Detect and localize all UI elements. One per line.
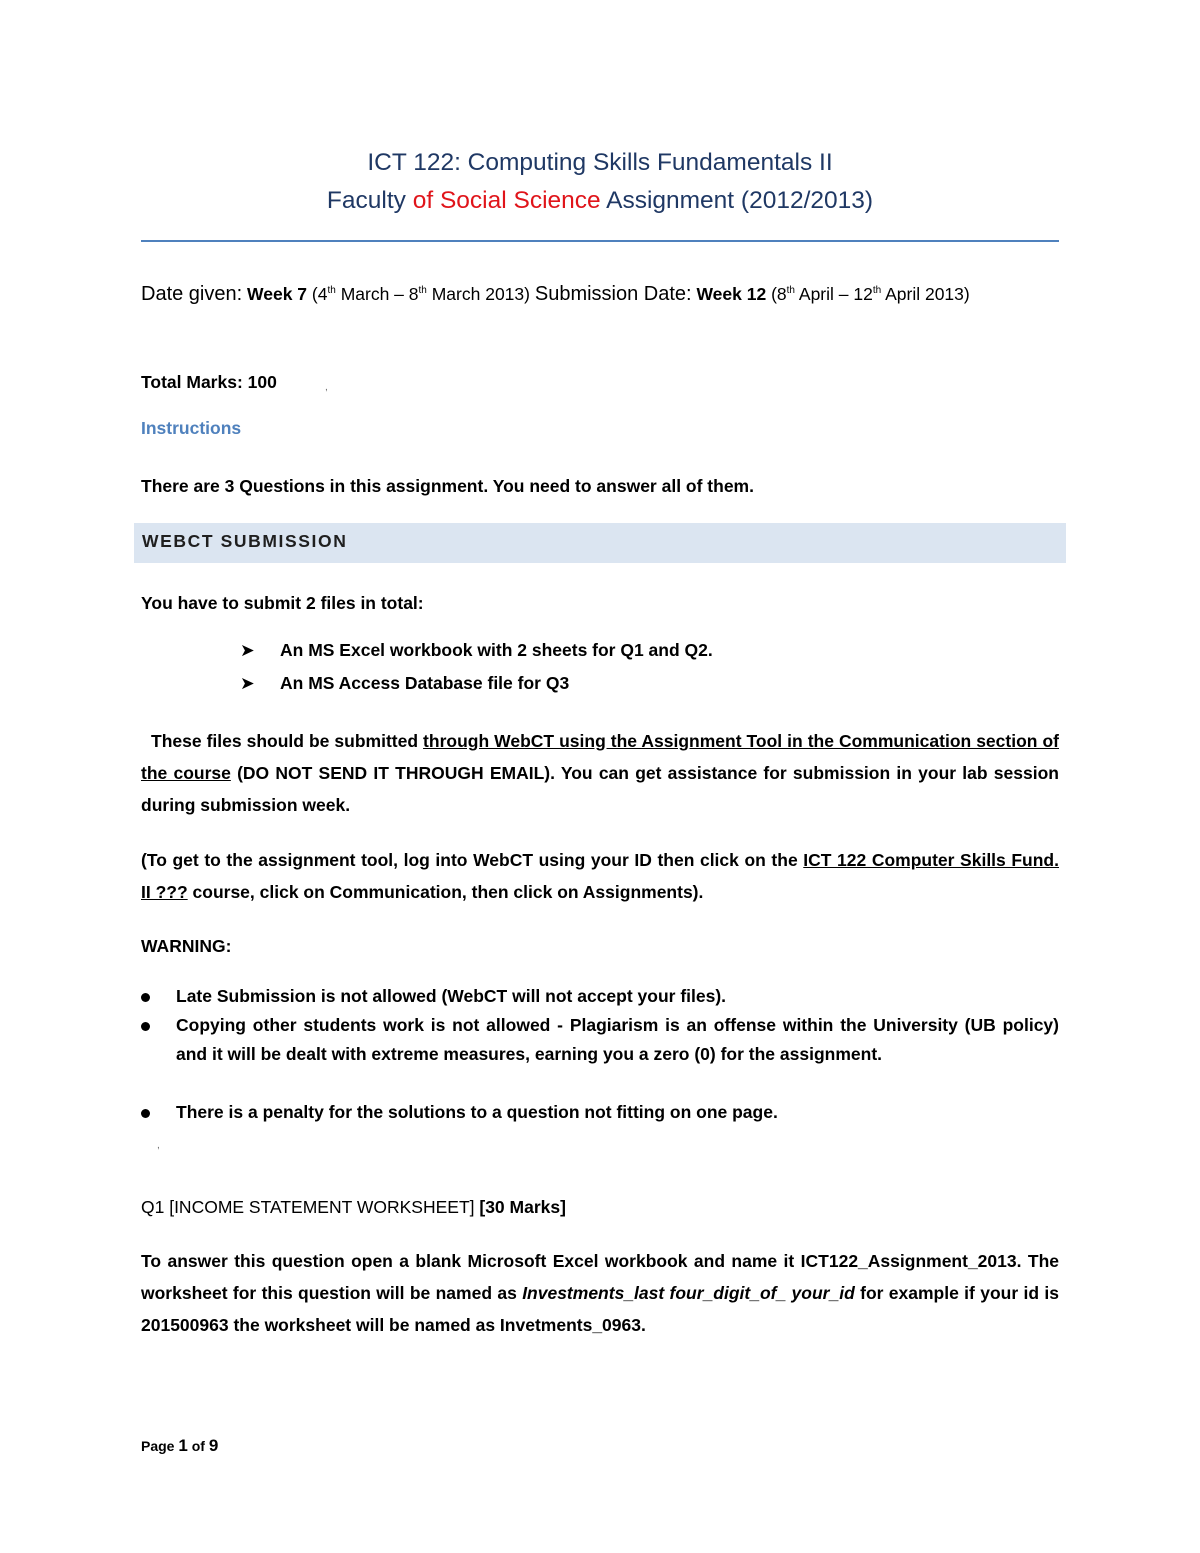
tick-mark: , <box>325 382 328 393</box>
arrow-bullet-icon: ➤ <box>240 640 255 660</box>
title-divider <box>141 240 1059 242</box>
title-assignment: Assignment (2012/2013) <box>606 187 874 214</box>
assignment-tool-paragraph: (To get to the assignment tool, log into WebCT using your ID then click on the ICT 122 Computer Skills Fund. II ??? course, click on Communication, then click on Assignments). <box>141 850 1059 902</box>
title-line-1: ICT 122: Computing Skills Fundamentals II <box>367 149 833 176</box>
date-given-label: Date given: <box>141 283 243 305</box>
instructions-heading: Instructions <box>141 418 242 438</box>
page-title <box>141 144 1059 220</box>
bullet-icon <box>141 1109 150 1118</box>
warning-label: WARNING: <box>141 936 232 956</box>
list-item: Copying other students work is not allowed - Plagiarism is an offense within the University (UB policy) and it will be dealt with extreme measures, earning you a zero (0) for the assignment. <box>141 1011 1059 1069</box>
page-footer: Page 1 of 9 <box>141 1436 219 1455</box>
worksheet-name: Investments_last four_digit_of_ your_id <box>522 1283 855 1303</box>
list-item: Late Submission is not allowed (WebCT will not accept your files). <box>141 982 1059 1011</box>
q1-text: To answer this question open a blank Microsoft Excel workbook and name it ICT122_Assignment_2013. The worksheet for this question will be named as Investments_last four_digit_of_ your_id for example if your id is 201500963 the worksheet will be named as Invetments_0963. <box>141 1251 1059 1335</box>
dates-paragraph: Date given: Week 7 (4th March – 8th March 2013) Submission Date: Week 12 (8th April – 12th April 2013) <box>141 283 970 305</box>
webct-heading: WEBCT SUBMISSION <box>142 531 348 551</box>
bullet-icon <box>141 993 150 1002</box>
course-name-text: ICT 122 Computer Skills Fund. II ??? <box>141 850 1059 902</box>
total-marks: Total Marks: 100 <box>141 372 277 392</box>
tick-mark: , <box>157 1140 160 1151</box>
submit-intro: You have to submit 2 files in total: <box>141 593 424 613</box>
week12: Week 12 <box>696 284 767 304</box>
title-social-science: of Social Science <box>412 187 601 214</box>
submission-paragraph: These files should be submitted through WebCT using the Assignment Tool in the Communication section of the course (DO NOT SEND IT THROUGH EMAIL). You can get assistance for submission in your lab session during submission week. <box>141 731 1059 815</box>
submission-label: Submission Date: <box>534 283 692 305</box>
list-item: There is a penalty for the solutions to a question not fitting on one page. <box>141 1098 1059 1127</box>
bullet-icon <box>141 1022 150 1031</box>
submission-path-text: through WebCT using the Assignment Tool in the Communication section of the course <box>141 731 1059 783</box>
list-item: ➤ An MS Excel workbook with 2 sheets for Q1 and Q2. <box>240 640 713 660</box>
instructions-text: There are 3 Questions in this assignment. You need to answer all of them. <box>141 476 754 496</box>
title-line-2 <box>141 182 1059 220</box>
arrow-bullet-icon: ➤ <box>240 673 255 693</box>
title-faculty: Faculty <box>326 187 406 214</box>
week7: Week 7 <box>247 284 308 304</box>
q1-heading: Q1 [INCOME STATEMENT WORKSHEET] [30 Marks] <box>141 1197 566 1217</box>
list-item: ➤ An MS Access Database file for Q3 <box>240 673 570 693</box>
